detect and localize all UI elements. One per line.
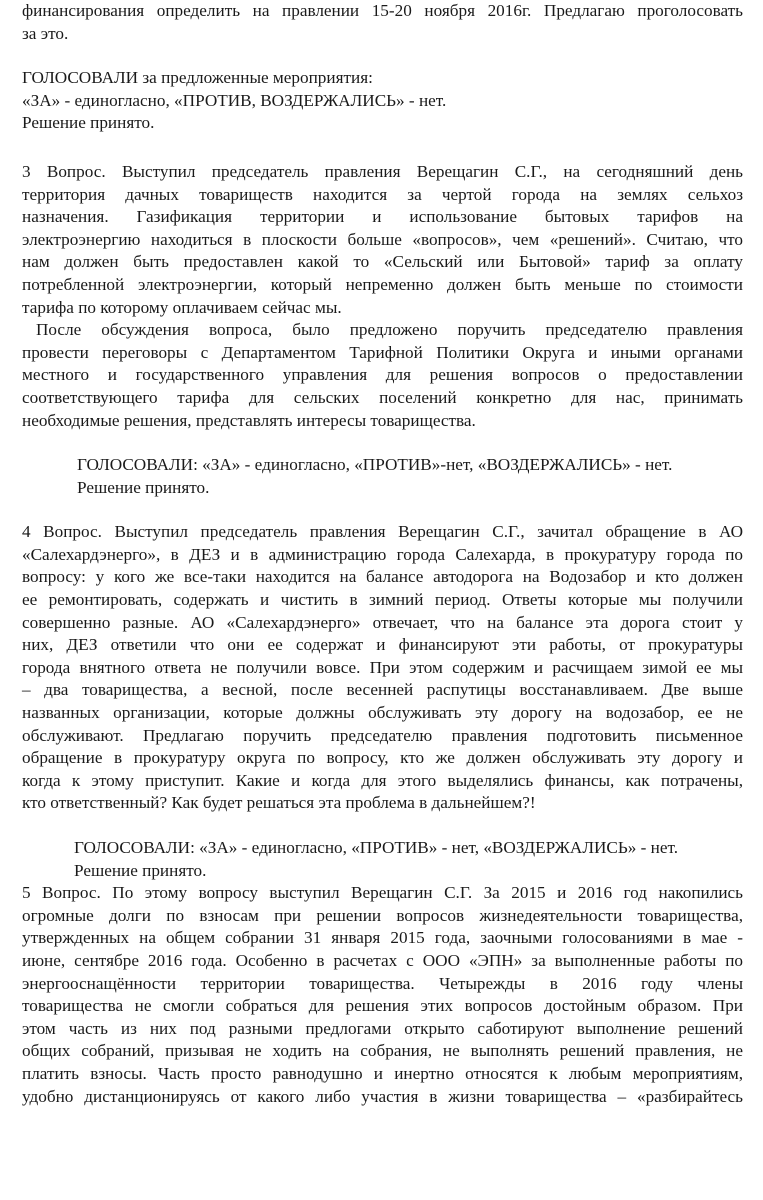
text-line: этом часть из них под разными предлогами открыто саботируют выполнение решений: [22, 1018, 743, 1038]
text-line: назначения. Газификация территории и использование бытовых тарифов на: [22, 207, 743, 227]
text-line: провести переговоры с Департаментом Тарифной Политики Округа и иными органами: [22, 342, 743, 362]
text-line: После обсуждения вопроса, было предложено поручить председателю правления: [36, 320, 743, 340]
vote-result: ГОЛОСОВАЛИ: «ЗА» - единогласно, «ПРОТИВ»-нет, «ВОЗДЕРЖАЛИСЬ» - нет.: [77, 455, 673, 475]
question-4-paragraph: [22, 521, 743, 815]
text-line: энергооснащённости территории товарищества. Четырежды в 2016 году члены: [22, 973, 743, 993]
vote-heading: ГОЛОСОВАЛИ за предложенные мероприятия:: [22, 68, 373, 88]
vote-block-2: [22, 67, 743, 135]
text-line: – два товарищества, а весной, после весенней распутицы восстанавливаем. Две выше: [22, 680, 743, 700]
text-line: нам должен быть предоставлен какой то «Сельский или Бытовой» тариф за оплату: [22, 252, 743, 272]
text-line: совершенно разные. АО «Салехардэнерго» отвечает, что на балансе эта дорога стоит у: [22, 612, 743, 632]
text-line: утвержденных на общем собрании 31 января 2015 года, заочными голосованиями в мае -: [22, 928, 743, 948]
text-line: когда к этому приступит. Какие и когда для этого выделялись финансы, как потрачены,: [22, 770, 743, 790]
text-line: соответствующего тарифа для сельских поселений конкретно для нас, принимать: [22, 387, 743, 407]
question-3-paragraph: [22, 161, 743, 319]
text-line: города внятного ответа не получили вовсе. При этом содержим и расчищаем зимой ее мы: [22, 657, 743, 677]
vote-block-3: [22, 454, 743, 499]
text-line: кто ответственный? Как будет решаться эта проблема в дальнейшем?!: [22, 793, 536, 813]
text-line: электроэнергию находиться в плоскости больше «вопросов», чем «решений». Считаю, что: [22, 229, 743, 249]
decision-text: Решение принято.: [77, 477, 210, 497]
vote-result: ГОЛОСОВАЛИ: «ЗА» - единогласно, «ПРОТИВ» - нет, «ВОЗДЕРЖАЛИСЬ» - нет.: [74, 838, 678, 857]
text-line: общих собраний, призывая не ходить на собрания, не выполнять решений правления, не: [22, 1041, 743, 1061]
text-line: удобно дистанционируясь от какого либо участия в жизни товарищества – «разбирайтесь: [22, 1086, 743, 1106]
text-line: местного и государственного управления для решения вопросов о предоставлении: [22, 365, 743, 385]
vote-result: «ЗА» - единогласно, «ПРОТИВ, ВОЗДЕРЖАЛИСЬ» - нет.: [22, 90, 447, 110]
text-line: необходимые решения, представлять интересы товарищества.: [22, 410, 476, 430]
text-line: них, ДЕЗ ответили что они ее содержат и финансируют эти работы, от прокуратуры: [22, 635, 743, 655]
text-line: 4 Вопрос. Выступил председатель правления Верещагин С.Г., зачитал обращение в АО: [22, 522, 743, 542]
text-line: территория дачных товариществ находится за чертой города на землях сельхоз: [22, 184, 743, 204]
text-line: 3 Вопрос. Выступил председатель правления Верещагин С.Г., на сегодняшний день: [22, 161, 743, 181]
text-line: обслуживают. Предлагаю поручить председателю правления подготовить письменное: [22, 725, 743, 745]
text-line: названных организации, которые должны обслуживать эту дорогу на водозабор, ее не: [22, 703, 743, 723]
text-line: потребленной электроэнергии, который непременно должен быть меньше по стоимости: [22, 274, 743, 294]
text-line: обращение в прокуратуру округа по вопросу, кто же должен обслуживать эту дорогу и: [22, 748, 743, 768]
text-line: ее ремонтировать, содержать и чистить в зимний период. Ответы которые мы получили: [22, 590, 743, 610]
vote-block-4: [22, 837, 743, 882]
text-line: 5 Вопрос. По этому вопросу выступил Верещагин С.Г. За 2015 и 2016 год накопились: [22, 883, 743, 903]
text-line: за это.: [22, 23, 69, 43]
decision-text: Решение принято.: [74, 860, 207, 880]
text-line: финансирования определить на правлении 15-20 ноября 2016г. Предлагаю проголосовать: [22, 1, 743, 20]
question-3-discussion: [22, 319, 743, 432]
text-line: товарищества не смогли собраться для решения этих вопросов достойным образом. При: [22, 996, 743, 1016]
text-line: вопросу: у кого же все-таки находится на балансе автодорога на Водозабор и кто должен: [22, 567, 743, 587]
text-line: «Салехардэнерго», в ДЕЗ и в администрацию города Салехарда, в прокуратуру города по: [22, 544, 743, 564]
text-line: июне, сентябре 2016 года. Особенно в расчетах с ООО «ЭПН» за выполненные работы по: [22, 950, 743, 970]
text-line: огромные долги по взносам при решении вопросов жизнедеятельности товарищества,: [22, 905, 743, 925]
decision-text: Решение принято.: [22, 113, 155, 133]
text-line: тарифа по которому оплачиваем сейчас мы.: [22, 297, 342, 317]
text-line: платить взносы. Часть просто равнодушно и инертно относятся к любым мероприятиям,: [22, 1063, 743, 1083]
question-5-paragraph: [22, 882, 743, 1108]
intro-paragraph: [22, 0, 743, 45]
